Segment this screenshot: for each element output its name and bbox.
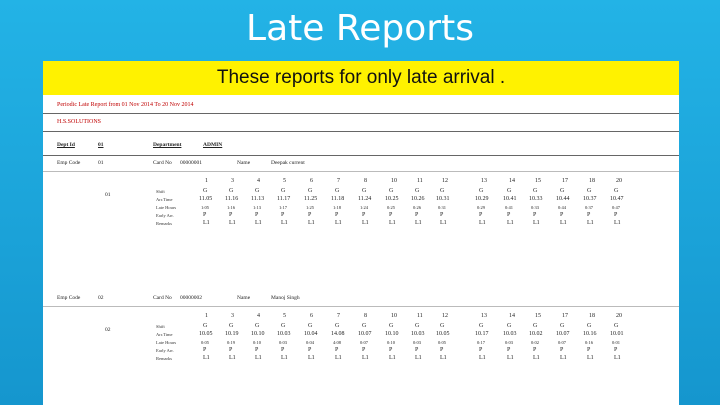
- arrival-time-cell: 10.44: [556, 196, 570, 202]
- status-cell: P: [255, 212, 259, 218]
- status-cell: P: [533, 212, 537, 218]
- shift-cell: G: [389, 188, 394, 194]
- remarks-cell: L1: [203, 220, 210, 226]
- late-hours-cell: 0:01: [612, 340, 621, 345]
- remarks-cell: L1: [308, 220, 315, 226]
- status-cell: P: [415, 212, 419, 218]
- remarks-cell: L1: [440, 355, 447, 361]
- late-hours-cell: 0:44: [558, 205, 567, 210]
- slide-title: Late Reports: [246, 8, 474, 49]
- late-hours-cell: 0:37: [585, 205, 594, 210]
- remarks-cell: L1: [255, 220, 262, 226]
- late-hours-cell: 0:19: [227, 340, 236, 345]
- remarks-cell: L1: [389, 355, 396, 361]
- status-cell: P: [203, 347, 207, 353]
- remarks-cell: L1: [560, 355, 567, 361]
- remarks-cell: L1: [335, 355, 342, 361]
- status-cell: P: [362, 347, 366, 353]
- late-hours-cell: 0:47: [612, 205, 621, 210]
- remarks-cell: L1: [614, 220, 621, 226]
- late-hours-cell: 0:17: [477, 340, 486, 345]
- remarks-cell: L1: [229, 220, 236, 226]
- late-hours-cell: 0:10: [253, 340, 262, 345]
- remarks-cell: L1: [229, 355, 236, 361]
- row-label: Late Hours: [156, 340, 177, 345]
- arrival-time-cell: 10.17: [475, 331, 489, 337]
- remarks-cell: L1: [507, 220, 514, 226]
- late-hours-cell: 1:05: [201, 205, 210, 210]
- late-hours-cell: 0:02: [531, 340, 540, 345]
- late-hours-cell: 0:25: [387, 205, 396, 210]
- shift-cell: G: [440, 188, 445, 194]
- arrival-time-cell: 10.05: [199, 331, 213, 337]
- day-header: 20: [616, 313, 622, 319]
- day-header: 17: [562, 313, 568, 319]
- shift-cell: G: [255, 323, 260, 329]
- arrival-time-cell: 10.47: [610, 196, 624, 202]
- day-header: 4: [257, 178, 260, 184]
- arrival-time-cell: 10.05: [436, 331, 450, 337]
- remarks-cell: L1: [281, 220, 288, 226]
- day-header: 7: [337, 178, 340, 184]
- card-no-label: Card No: [153, 295, 172, 301]
- status-cell: P: [614, 347, 618, 353]
- arrival-time-cell: 10.03: [277, 331, 291, 337]
- day-header: 17: [562, 178, 568, 184]
- arrival-time-cell: 11.05: [199, 196, 213, 202]
- arrival-time-cell: 11.17: [277, 196, 291, 202]
- late-hours-cell: 0:29: [477, 205, 486, 210]
- row-label: Remarks: [156, 356, 172, 361]
- remarks-cell: L1: [507, 355, 514, 361]
- emp-code-value: 02: [98, 295, 104, 301]
- shift-cell: G: [440, 323, 445, 329]
- dept-id-label: Dept Id: [57, 142, 75, 148]
- late-hours-cell: 1:25: [306, 205, 315, 210]
- day-header: 10: [391, 313, 397, 319]
- status-cell: P: [507, 212, 511, 218]
- late-report-sheet: [43, 95, 679, 405]
- arrival-time-cell: 10.19: [225, 331, 239, 337]
- arrival-time-cell: 10.10: [385, 331, 399, 337]
- divider: [43, 171, 679, 172]
- arrival-time-cell: 10.02: [529, 331, 543, 337]
- employee-name: Deepak current: [271, 160, 305, 166]
- day-header: 8: [364, 178, 367, 184]
- day-header: 11: [417, 313, 423, 319]
- employee-name: Manoj Singh: [271, 295, 300, 301]
- day-header: 12: [442, 178, 448, 184]
- late-hours-cell: 1:24: [360, 205, 369, 210]
- shift-cell: G: [335, 323, 340, 329]
- shift-cell: G: [507, 323, 512, 329]
- day-header: 11: [417, 178, 423, 184]
- arrival-time-cell: 10.03: [411, 331, 425, 337]
- row-label: Arr.Time: [156, 332, 173, 337]
- arrival-time-cell: 11.13: [251, 196, 265, 202]
- shift-cell: G: [229, 188, 234, 194]
- remarks-cell: L1: [533, 355, 540, 361]
- shift-cell: G: [308, 188, 313, 194]
- row-label: Shift: [156, 324, 165, 329]
- day-header: 1: [205, 313, 208, 319]
- arrival-time-cell: 10.26: [411, 196, 425, 202]
- status-cell: P: [587, 347, 591, 353]
- status-cell: P: [308, 347, 312, 353]
- late-hours-cell: 4:08: [333, 340, 342, 345]
- arrival-time-cell: 10.10: [251, 331, 265, 337]
- arrival-time-cell: 10.29: [475, 196, 489, 202]
- arrival-time-cell: 10.07: [358, 331, 372, 337]
- day-header: 4: [257, 313, 260, 319]
- arrival-time-cell: 10.33: [529, 196, 543, 202]
- late-hours-cell: 0:03: [279, 340, 288, 345]
- shift-cell: G: [415, 188, 420, 194]
- arrival-time-cell: 11.25: [304, 196, 318, 202]
- status-cell: P: [614, 212, 618, 218]
- late-hours-cell: 1:13: [253, 205, 262, 210]
- shift-cell: G: [479, 188, 484, 194]
- row-label: Late Hours: [156, 205, 177, 210]
- shift-cell: G: [281, 323, 286, 329]
- shift-cell: G: [479, 323, 484, 329]
- late-hours-cell: 0:10: [387, 340, 396, 345]
- status-cell: P: [415, 347, 419, 353]
- remarks-cell: L1: [587, 220, 594, 226]
- shift-cell: G: [533, 188, 538, 194]
- status-cell: P: [308, 212, 312, 218]
- day-header: 8: [364, 313, 367, 319]
- emp-code-marker: 02: [105, 327, 111, 333]
- row-label: Arr.Time: [156, 197, 173, 202]
- status-cell: P: [587, 212, 591, 218]
- day-header: 7: [337, 313, 340, 319]
- dept-id-value: 01: [98, 142, 104, 148]
- remarks-cell: L1: [389, 220, 396, 226]
- shift-cell: G: [308, 323, 313, 329]
- status-cell: P: [507, 347, 511, 353]
- status-cell: P: [533, 347, 537, 353]
- name-label: Name: [237, 295, 251, 301]
- day-header: 3: [231, 313, 234, 319]
- day-header: 12: [442, 313, 448, 319]
- shift-cell: G: [203, 323, 208, 329]
- shift-cell: G: [281, 188, 286, 194]
- arrival-time-cell: 11.18: [331, 196, 345, 202]
- shift-cell: G: [587, 323, 592, 329]
- card-no-value: 00000001: [180, 160, 202, 166]
- arrival-time-cell: 10.31: [436, 196, 450, 202]
- arrival-time-cell: 11.24: [358, 196, 372, 202]
- status-cell: P: [229, 347, 233, 353]
- late-hours-cell: 0:07: [360, 340, 369, 345]
- arrival-time-cell: 14.08: [331, 331, 345, 337]
- arrival-time-cell: 10.01: [610, 331, 624, 337]
- status-cell: P: [362, 212, 366, 218]
- day-header: 5: [283, 313, 286, 319]
- remarks-cell: L1: [335, 220, 342, 226]
- status-cell: P: [560, 212, 564, 218]
- shift-cell: G: [389, 323, 394, 329]
- banner-caption: These reports for only late arrival .: [43, 61, 679, 95]
- late-hours-cell: 1:17: [279, 205, 288, 210]
- remarks-cell: L1: [415, 355, 422, 361]
- day-header: 13: [481, 313, 487, 319]
- shift-cell: G: [560, 323, 565, 329]
- divider: [43, 131, 679, 132]
- late-hours-cell: 1:18: [333, 205, 342, 210]
- row-label: Remarks: [156, 221, 172, 226]
- remarks-cell: L1: [362, 220, 369, 226]
- remarks-cell: L1: [415, 220, 422, 226]
- day-header: 20: [616, 178, 622, 184]
- name-label: Name: [237, 160, 251, 166]
- status-cell: P: [389, 212, 393, 218]
- arrival-time-cell: 10.37: [583, 196, 597, 202]
- row-label: Shift: [156, 189, 165, 194]
- status-cell: P: [479, 212, 483, 218]
- day-header: 14: [509, 178, 515, 184]
- shift-cell: G: [587, 188, 592, 194]
- shift-cell: G: [229, 323, 234, 329]
- late-hours-cell: 1:16: [227, 205, 236, 210]
- status-cell: P: [281, 212, 285, 218]
- shift-cell: G: [335, 188, 340, 194]
- status-cell: P: [335, 212, 339, 218]
- late-hours-cell: 0:41: [505, 205, 514, 210]
- status-cell: P: [255, 347, 259, 353]
- divider: [43, 155, 679, 156]
- remarks-cell: L1: [614, 355, 621, 361]
- late-hours-cell: 0:03: [505, 340, 514, 345]
- status-cell: P: [281, 347, 285, 353]
- card-no-label: Card No: [153, 160, 172, 166]
- late-hours-cell: 0:05: [438, 340, 447, 345]
- shift-cell: G: [415, 323, 420, 329]
- remarks-cell: L1: [203, 355, 210, 361]
- department-value: ADMIN: [203, 142, 223, 148]
- divider: [43, 306, 679, 307]
- day-header: 6: [310, 313, 313, 319]
- status-cell: P: [440, 212, 444, 218]
- late-hours-cell: 0:04: [306, 340, 315, 345]
- card-no-value: 00000002: [180, 295, 202, 301]
- divider: [43, 113, 679, 114]
- shift-cell: G: [560, 188, 565, 194]
- remarks-cell: L1: [533, 220, 540, 226]
- shift-cell: G: [614, 188, 619, 194]
- remarks-cell: L1: [255, 355, 262, 361]
- remarks-cell: L1: [587, 355, 594, 361]
- arrival-time-cell: 10.03: [503, 331, 517, 337]
- remarks-cell: L1: [440, 220, 447, 226]
- day-header: 10: [391, 178, 397, 184]
- shift-cell: G: [362, 323, 367, 329]
- row-label: Early Arr.: [156, 213, 174, 218]
- shift-cell: G: [203, 188, 208, 194]
- late-hours-cell: 0:03: [413, 340, 422, 345]
- status-cell: P: [389, 347, 393, 353]
- row-label: Early Arr.: [156, 348, 174, 353]
- emp-code-value: 01: [98, 160, 104, 166]
- remarks-cell: L1: [362, 355, 369, 361]
- status-cell: P: [440, 347, 444, 353]
- emp-code-label: Emp Code: [57, 160, 81, 166]
- arrival-time-cell: 10.07: [556, 331, 570, 337]
- status-cell: P: [335, 347, 339, 353]
- late-hours-cell: 0:16: [585, 340, 594, 345]
- day-header: 14: [509, 313, 515, 319]
- late-hours-cell: 0:31: [438, 205, 447, 210]
- company-name: H.S.SOLUTIONS: [57, 119, 102, 125]
- report-heading: Periodic Late Report from 01 Nov 2014 To 20 Nov 2014: [57, 102, 194, 108]
- arrival-time-cell: 11.16: [225, 196, 239, 202]
- late-hours-cell: 0:07: [558, 340, 567, 345]
- remarks-cell: L1: [308, 355, 315, 361]
- status-cell: P: [560, 347, 564, 353]
- shift-cell: G: [362, 188, 367, 194]
- shift-cell: G: [533, 323, 538, 329]
- late-hours-cell: 0:05: [201, 340, 210, 345]
- late-hours-cell: 0:33: [531, 205, 540, 210]
- arrival-time-cell: 10.16: [583, 331, 597, 337]
- day-header: 13: [481, 178, 487, 184]
- day-header: 15: [535, 313, 541, 319]
- day-header: 5: [283, 178, 286, 184]
- shift-cell: G: [614, 323, 619, 329]
- remarks-cell: L1: [560, 220, 567, 226]
- day-header: 15: [535, 178, 541, 184]
- day-header: 6: [310, 178, 313, 184]
- day-header: 1: [205, 178, 208, 184]
- day-header: 18: [589, 178, 595, 184]
- department-label: Department: [153, 142, 182, 148]
- status-cell: P: [203, 212, 207, 218]
- day-header: 3: [231, 178, 234, 184]
- late-hours-cell: 0:26: [413, 205, 422, 210]
- status-cell: P: [479, 347, 483, 353]
- emp-code-marker: 01: [105, 192, 111, 198]
- remarks-cell: L1: [479, 220, 486, 226]
- status-cell: P: [229, 212, 233, 218]
- shift-cell: G: [255, 188, 260, 194]
- shift-cell: G: [507, 188, 512, 194]
- arrival-time-cell: 10.25: [385, 196, 399, 202]
- arrival-time-cell: 10.41: [503, 196, 517, 202]
- emp-code-label: Emp Code: [57, 295, 81, 301]
- remarks-cell: L1: [479, 355, 486, 361]
- day-header: 18: [589, 313, 595, 319]
- remarks-cell: L1: [281, 355, 288, 361]
- arrival-time-cell: 10.04: [304, 331, 318, 337]
